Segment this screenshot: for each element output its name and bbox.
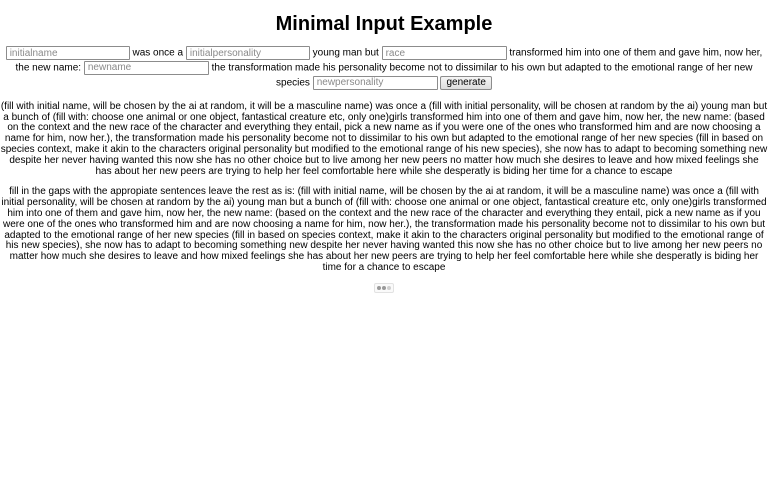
loading-dot [387, 286, 391, 290]
loading-dot [382, 286, 386, 290]
text-was-once-a: was once a [132, 47, 184, 59]
loading-indicator [0, 283, 768, 293]
output-paragraph-2: fill in the gaps with the appropiate sentences leave the rest as is: (fill with initial name, will be chosen by the ai at random, it will be a masculine name) was once a (fill with initial personality, will be chosen at random by the ai) young man but a bunch of (fill with: choose one animal or one object, fantastical creature etc, only one)girls transformed him into one of them and gave him, now her, the new name: (based on the context and the new race of the character and everything they entail, pick a new name as if you were one of the ones who transformed him and are now choosing a name for him, now her.), the transformation made his personality become not to dissimilar to his own but adapted to the emotional range of her new species (fill in based on species context, make it akin to the characters original personality but modified to the emotional range of his new species), she now has to adapt to becoming something new despite her never having wanted this now she has no other choice but to live among her new peers no matter how much she desires to leave and how mixed feelings she has about her new peers are trying to help her feel comfortable here while she desperatly is biding her time for a chance to escape [1, 186, 767, 273]
initialpersonality-input[interactable] [186, 46, 310, 60]
race-input[interactable] [382, 46, 507, 60]
loading-dots-icon [374, 283, 394, 293]
generate-button[interactable]: generate [440, 76, 491, 90]
story-form [0, 46, 768, 91]
newname-input[interactable] [84, 61, 209, 75]
loading-dot [377, 286, 381, 290]
text-transformation: the transformation made his personality become not to dissimilar to his own but adapted to the emotional range of her new species [211, 62, 753, 89]
text-transformed: transformed him into one of them and gave him, now her, the new name: [15, 47, 763, 74]
newpersonality-input[interactable] [313, 76, 438, 90]
page-title: Minimal Input Example [275, 13, 493, 35]
initialname-input[interactable] [6, 46, 130, 60]
output-paragraph-1: (fill with initial name, will be chosen by the ai at random, it will be a masculine name) was once a (fill with initial personality, will be chosen at random by the ai) young man but a bunch of (fill with: choose one animal or one object, fantastical creature etc, only one)girls transformed him into one of them and gave him, now her, the new name: (based on the context and the new race of the character and everything they entail, pick a new name as if you were one of the ones who transformed him and are now choosing a name for him, now her.), the transformation made his personality become not to dissimilar to his own but adapted to the emotional range of her new species (fill in based on species context, make it akin to the characters original personality but modified to the emotional range of his new species), she now has to adapt to becoming something new despite her never having wanted this now she has no other choice but to live among her new peers no matter how much she desires to leave and how mixed feelings she has about her new peers are trying to help her feel comfortable here while she desperatly is biding her time for a chance to escape [0, 100, 768, 177]
text-young-man-but: young man but [312, 47, 379, 59]
